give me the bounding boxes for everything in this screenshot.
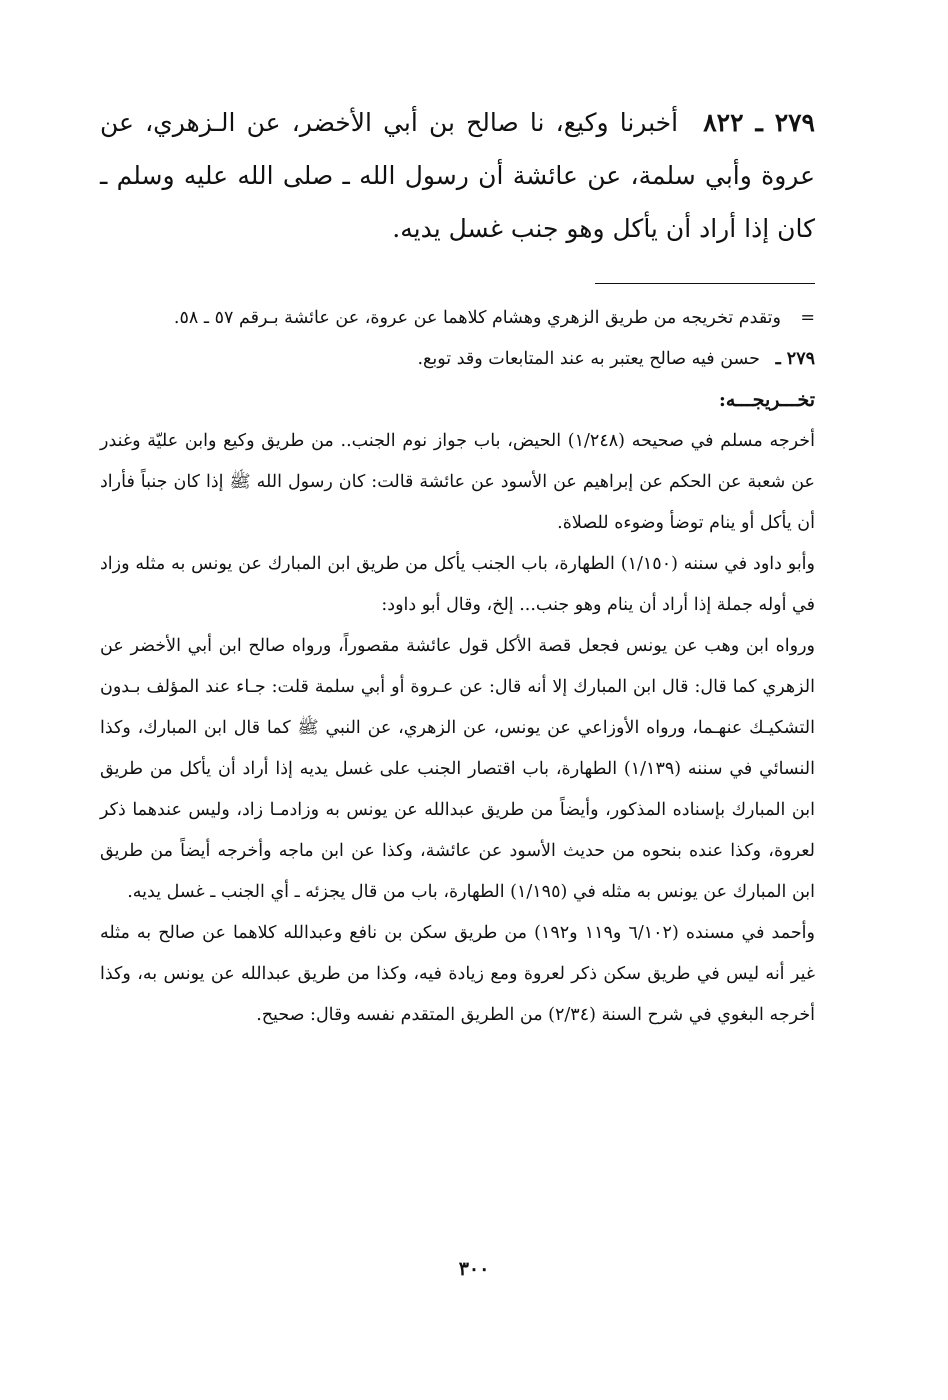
takhrij-paragraph: ورواه ابن وهب عن يونس فجعل قصة الأكل قول عائشة مقصوراً، ورواه صالح ابن أبي الأخضر عن الزهري كما قال: قال ابن المبارك إلا أنه قال: عن عـروة أو أبي سلمة قلت: جـاء عند المؤلف بـدون التشكيـك عنهـما، ورواه الأوزاعي عن يونس، عن الزهري، عن النبي ﷺ كما قال ابن المبارك، وكذا النسائي في سننه (١/١٣٩) الطهارة، باب اقتصار الجنب على غسل يديه إذا أراد أن يأكل من طريق ابن المبارك بإسناده المذكور، وأيضاً من طريق عبدالله عن يونس به وزادمـا زاد، وليس عندهما ذكر لعروة، وكذا عنده بنحوه من حديث الأسود عن عائشة، وكذا عن ابن ماجه وأخرجه أيضاً من طريق ابن المبارك عن يونس به مثله في (١/١٩٥) الطهارة، باب من قال يجزئه ـ أي الجنب ـ غسل يديه.: [100, 636, 816, 902]
takhrij-paragraph: وأحمد في مسنده (٦/١٠٢ و١١٩ و١٩٢) من طريق سكن بن نافع وعبدالله كلاهما عن صالح به مثله غير أنه ليس في طريق سكن ذكر لعروة ومع زيادة فيه، وكذا من طريق عبدالله عن يونس به، وكذا أخرجه البغوي في شرح السنة (٢/٣٤) من الطريق المتقدم نفسه وقال: صحيح.: [100, 923, 815, 1025]
hadith-body: أخبرنا وكيع، نا صالح بن أبي الأخضر، عن الـزهري، عن عروة وأبي سلمة، عن عائشة أن رسول الله ـ صلى الله عليه وسلم ـ كان إذا أراد أن يأكل وهو جنب غسل يديه.: [100, 108, 815, 243]
footnotes: [100, 298, 815, 1036]
continuation-marker: =: [800, 308, 815, 328]
footnote-divider: [595, 283, 815, 284]
footnote-text: حسن فيه صالح يعتبر به عند المتابعات وقد توبع.: [417, 349, 760, 369]
footnote-279: [100, 339, 815, 380]
footnote-number: ٢٧٩ ـ: [775, 349, 815, 369]
takhrij-paragraph: وأبو داود في سننه (١/١٥٠) الطهارة، باب الجنب يأكل من طريق ابن المبارك عن يونس به مثله وزاد في أوله جملة إذا أراد أن ينام وهو جنب... إلخ، وقال أبو داود:: [100, 554, 815, 615]
takhrij-paragraph: أخرجه مسلم في صحيحه (١/٢٤٨) الحيض، باب جواز نوم الجنب.. من طريق وكيع وابن عليّة وغندر عن شعبة عن الحكم عن إبراهيم عن الأسود عن عائشة قالت: كان رسول الله ﷺ إذا كان جنباً فأراد أن يأكل أو ينام توضأ وضوءه للصلاة.: [100, 431, 815, 533]
page-body: [100, 96, 815, 1036]
page-number: ٣٠٠: [458, 1258, 490, 1280]
footnote-continuation: [100, 298, 815, 339]
continuation-text: وتقدم تخريجه من طريق الزهري وهشام كلاهما عن عروة، عن عائشة بـرقم ٥٧ ـ ٥٨.: [173, 308, 781, 328]
hadith-text: [100, 96, 815, 255]
takhrij-heading: تخـــريجـــه:: [718, 389, 815, 411]
hadith-number: ٢٧٩ ـ ٨٢٢: [703, 108, 815, 137]
